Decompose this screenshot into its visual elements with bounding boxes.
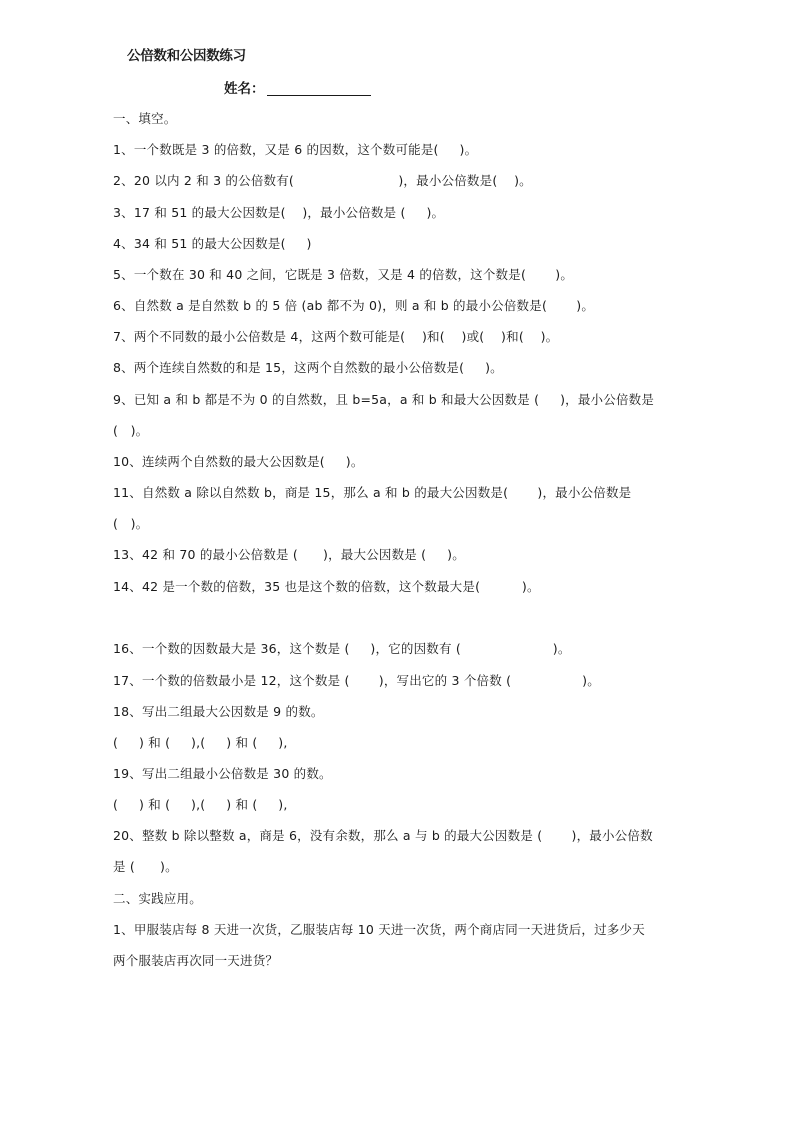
question-19-answers: ( ) 和 ( ),( ) 和 ( ), — [113, 797, 288, 812]
worksheet-title: 公倍数和公因数练习 — [127, 48, 246, 64]
name-field-row — [224, 77, 371, 97]
question-16: 16、一个数的因数最大是 36，这个数是 ( )，它的因数有 ( )。 — [113, 641, 571, 656]
section-fill-in-heading: 一、填空。 — [113, 111, 177, 126]
question-20-line-1: 20、整数 b 除以整数 a，商是 6，没有余数，那么 a 与 b 的最大公因数是 ( )，最小公倍数 — [113, 828, 653, 843]
question-3: 3、17 和 51 的最大公因数是( )，最小公倍数是 ( )。 — [113, 205, 445, 220]
question-10: 10、连续两个自然数的最大公因数是( )。 — [113, 454, 364, 469]
question-2: 2、20 以内 2 和 3 的公倍数有( )，最小公倍数是( )。 — [113, 173, 532, 188]
question-9-line-1: 9、已知 a 和 b 都是不为 0 的自然数，且 b=5a，a 和 b 和最大公因数是 ( )，最小公倍数是 — [113, 392, 655, 407]
question-9-line-2: ( )。 — [113, 423, 149, 438]
question-4: 4、34 和 51 的最大公因数是( ) — [113, 236, 312, 251]
question-11-line-2: ( )。 — [113, 516, 149, 531]
question-19: 19、写出二组最小公倍数是 30 的数。 — [113, 766, 332, 781]
question-14: 14、42 是一个数的倍数，35 也是这个数的倍数，这个数最大是( )。 — [113, 579, 540, 594]
name-blank-line[interactable] — [267, 81, 371, 96]
question-20-line-2: 是 ( )。 — [113, 859, 178, 874]
name-label: 姓名： — [224, 81, 265, 97]
question-6: 6、自然数 a 是自然数 b 的 5 倍 (ab 都不为 0)，则 a 和 b 的最小公倍数是( )。 — [113, 298, 595, 313]
question-11-line-1: 11、自然数 a 除以自然数 b，商是 15，那么 a 和 b 的最大公因数是( )，最小公倍数是 — [113, 485, 632, 500]
practice-1-line-1: 1、甲服装店每 8 天进一次货，乙服装店每 10 天进一次货，两个商店同一天进货后，过多少天 — [113, 922, 645, 937]
question-18: 18、写出二组最大公因数是 9 的数。 — [113, 704, 324, 719]
question-7: 7、两个不同数的最小公倍数是 4，这两个数可能是( )和( )或( )和( )。 — [113, 329, 559, 344]
section-practice-heading: 二、实践应用。 — [113, 891, 202, 906]
question-13: 13、42 和 70 的最小公倍数是 ( )，最大公因数是 ( )。 — [113, 547, 465, 562]
question-5: 5、一个数在 30 和 40 之间，它既是 3 倍数，又是 4 的倍数，这个数是( )。 — [113, 267, 574, 282]
question-18-answers: ( ) 和 ( ),( ) 和 ( ), — [113, 735, 288, 750]
practice-1-line-2: 两个服装店再次同一天进货？ — [113, 953, 279, 968]
question-17: 17、一个数的倍数最小是 12，这个数是 ( )，写出它的 3 个倍数 ( )。 — [113, 673, 600, 688]
question-8: 8、两个连续自然数的和是 15，这两个自然数的最小公倍数是( )。 — [113, 360, 503, 375]
question-1: 1、一个数既是 3 的倍数，又是 6 的因数，这个数可能是( )。 — [113, 142, 478, 157]
